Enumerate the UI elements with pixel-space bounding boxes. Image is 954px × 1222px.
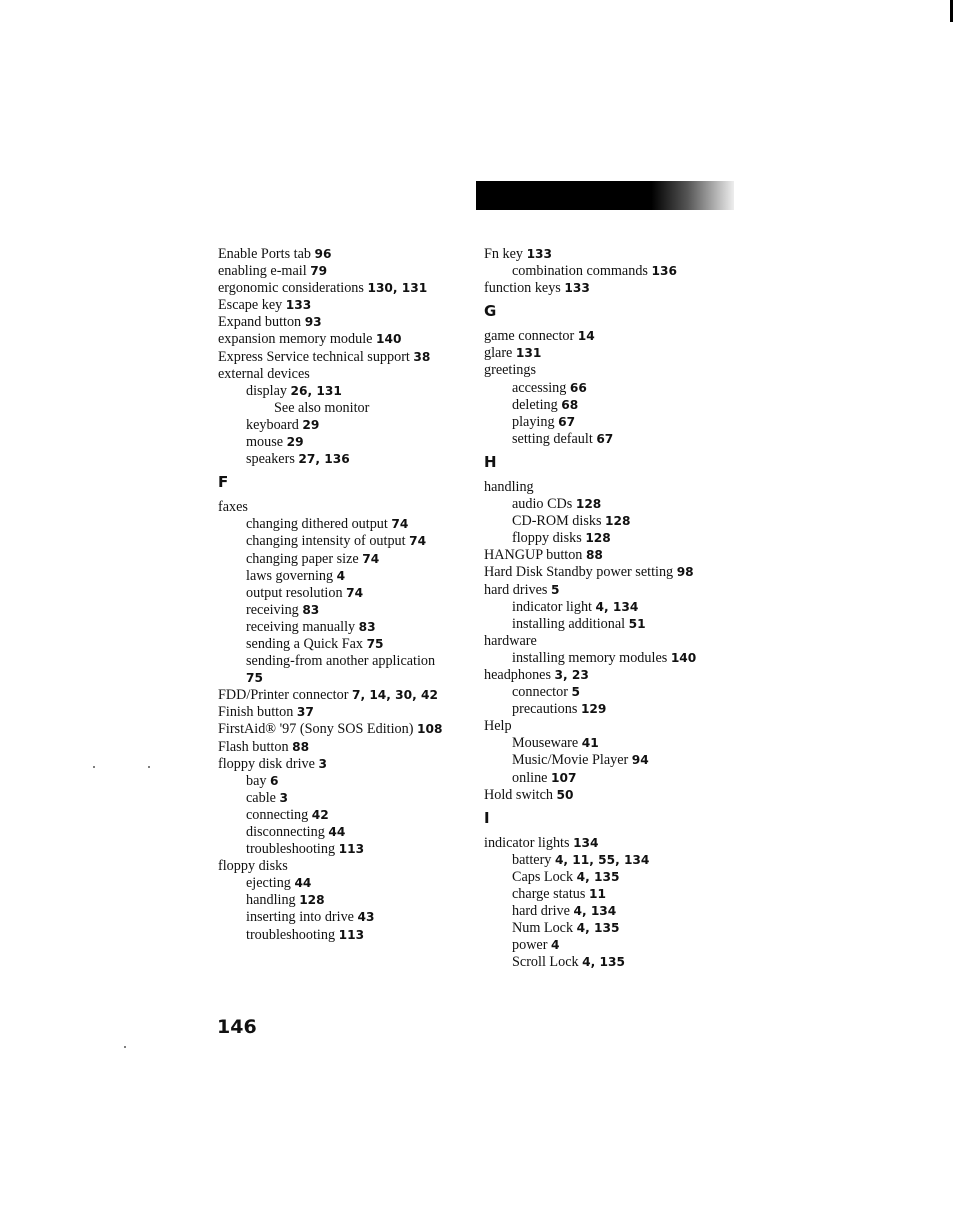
entry-page-refs: 74 — [346, 585, 364, 600]
entry-term: Scroll Lock — [512, 954, 579, 971]
entry-page-refs: 83 — [302, 602, 320, 617]
index-entry — [484, 345, 734, 362]
entry-page-refs: 7, 14, 30, 42 — [351, 688, 438, 703]
index-entry — [484, 547, 734, 564]
entry-term: Expand button — [218, 314, 302, 331]
entry-page-refs: 4 — [551, 938, 560, 953]
index-entry — [484, 886, 734, 903]
entry-page-refs: 88 — [292, 739, 310, 754]
entry-term: FirstAid® '97 (Sony SOS Edition) — [218, 721, 414, 738]
index-entry — [484, 362, 734, 379]
index-entry — [218, 499, 468, 516]
entry-term: indicator light — [512, 598, 592, 615]
index-entry — [484, 263, 734, 280]
section-letter: I — [484, 808, 490, 827]
section-letter: G — [484, 302, 497, 321]
entry-term: troubleshooting — [246, 841, 336, 858]
index-entry — [218, 331, 468, 348]
index-entry — [484, 701, 734, 718]
entry-page-refs: 4, 135 — [582, 955, 625, 970]
entry-page-refs: 42 — [311, 807, 329, 822]
entry-term: Hold switch — [484, 786, 553, 803]
index-entry — [218, 417, 468, 434]
entry-term: faxes — [218, 499, 248, 516]
entry-term: See also monitor — [274, 399, 370, 416]
entry-term: Fn key — [484, 246, 524, 262]
entry-page-refs: 93 — [304, 315, 322, 330]
scan-speck — [148, 766, 150, 768]
index-entry — [218, 892, 468, 909]
entry-page-refs: 29 — [286, 435, 304, 450]
entry-page-refs: 75 — [366, 636, 384, 651]
entry-term: glare — [484, 345, 513, 362]
entry-term: floppy disks — [218, 858, 288, 875]
entry-term: receiving — [246, 601, 299, 618]
entry-page-refs: 5 — [571, 685, 580, 700]
index-entry — [218, 400, 468, 417]
entry-page-refs: 136 — [651, 264, 677, 279]
index-entry — [484, 280, 734, 297]
entry-page-refs: 26, 131 — [290, 383, 342, 398]
index-entry — [484, 496, 734, 513]
entry-term: hard drive — [512, 903, 570, 920]
entry-page-refs: 107 — [551, 770, 577, 785]
entry-page-refs: 4, 134 — [573, 904, 617, 919]
entry-term: Help — [484, 718, 512, 735]
entry-page-refs: 50 — [556, 787, 574, 802]
entry-page-refs: 43 — [357, 910, 375, 925]
entry-term: keyboard — [246, 416, 299, 433]
index-entry — [484, 903, 734, 920]
entry-term: sending-from another application — [246, 653, 436, 670]
entry-term: bay — [246, 772, 267, 789]
entry-page-refs: 4 — [336, 568, 346, 583]
entry-term: audio CDs — [512, 496, 573, 513]
section-letter: H — [484, 452, 497, 471]
entry-term: receiving manually — [246, 618, 356, 635]
index-entry — [218, 568, 468, 585]
entry-term: combination commands — [512, 263, 648, 280]
index-entry — [218, 636, 468, 653]
index-entry — [484, 616, 734, 633]
entry-term: power — [512, 937, 548, 954]
index-entry — [218, 653, 468, 670]
entry-term: hardware — [484, 632, 537, 649]
entry-page-refs: 67 — [558, 414, 576, 429]
index-entry — [484, 954, 734, 971]
entry-page-refs: 14 — [577, 329, 595, 344]
index-entry — [218, 434, 468, 451]
index-entry — [484, 397, 734, 414]
entry-term: laws governing — [246, 567, 334, 584]
entry-page-refs: 44 — [328, 825, 346, 839]
entry-term: mouse — [246, 434, 284, 451]
entry-page-refs: 130, 131 — [367, 281, 428, 296]
index-entry — [484, 530, 734, 547]
entry-page-refs: 140 — [376, 332, 402, 347]
entry-term: changing paper size — [246, 550, 359, 567]
entry-page-refs: 88 — [585, 548, 603, 563]
entry-term: charge status — [512, 886, 586, 902]
entry-term: FDD/Printer connector — [218, 687, 349, 704]
index-column-left — [218, 246, 468, 944]
entry-page-refs: 128 — [585, 531, 611, 546]
entry-page-refs: 113 — [338, 842, 365, 857]
entry-page-refs: 5 — [550, 582, 560, 597]
index-entry — [218, 841, 468, 858]
entry-term: changing intensity of output — [246, 533, 406, 550]
entry-page-refs: 133 — [526, 247, 553, 261]
index-entry — [218, 909, 468, 926]
index-entry — [218, 451, 468, 468]
index-entry — [218, 773, 468, 790]
entry-page-refs: 140 — [670, 650, 697, 665]
index-entry — [218, 756, 468, 773]
index-entry — [484, 684, 734, 701]
entry-term: disconnecting — [246, 824, 325, 840]
page-edge-mark — [950, 0, 953, 22]
entry-page-refs: 129 — [580, 702, 607, 717]
entry-term: precautions — [512, 701, 578, 718]
entry-term: Escape key — [218, 297, 283, 314]
index-entry — [484, 328, 734, 345]
index-entry — [218, 858, 468, 875]
index-entry — [218, 349, 468, 366]
entry-term: game connector — [484, 328, 575, 345]
entry-page-refs: 94 — [631, 753, 649, 768]
index-entry — [484, 770, 734, 787]
entry-page-refs: 79 — [310, 264, 328, 279]
entry-term: expansion memory module — [218, 331, 373, 348]
entry-page-refs: 4, 135 — [576, 869, 620, 884]
index-entry — [218, 824, 468, 841]
index-entry — [218, 263, 468, 280]
entry-term: floppy disk drive — [218, 755, 315, 772]
index-entry — [484, 920, 734, 937]
entry-page-refs: 38 — [413, 349, 431, 364]
entry-page-refs: 134 — [573, 835, 599, 850]
entry-page-refs: 75 — [246, 671, 263, 686]
entry-term: Caps Lock — [512, 868, 574, 885]
scan-speck — [124, 1046, 126, 1048]
index-entry — [218, 297, 468, 314]
entry-term: battery — [512, 851, 552, 868]
entry-page-refs: 4, 134 — [595, 599, 639, 614]
index-entry — [484, 718, 734, 735]
index-entry — [484, 852, 734, 869]
index-entry — [484, 414, 734, 431]
index-entry — [484, 246, 734, 263]
entry-term: Mouseware — [512, 735, 579, 752]
entry-term: ergonomic considerations — [218, 280, 364, 297]
index-entry — [218, 704, 468, 721]
index-entry — [484, 735, 734, 752]
entry-page-refs: 27, 136 — [298, 452, 350, 467]
entry-term: deleting — [512, 396, 558, 413]
entry-term: changing dithered output — [246, 516, 388, 533]
entry-term: function keys — [484, 280, 561, 297]
index-entry — [218, 533, 468, 550]
entry-page-refs: 133 — [564, 281, 590, 296]
index-entry — [218, 875, 468, 892]
entry-page-refs: 3, 23 — [554, 667, 589, 682]
entry-page-refs: 98 — [676, 565, 694, 580]
index-entry — [218, 246, 468, 263]
index-entry — [218, 602, 468, 619]
index-entry — [218, 314, 468, 331]
entry-term: Finish button — [218, 704, 294, 721]
entry-term: troubleshooting — [246, 926, 336, 943]
entry-page-refs: 51 — [628, 616, 646, 631]
entry-term: Hard Disk Standby power setting — [484, 564, 674, 581]
entry-term: installing additional — [512, 615, 626, 632]
entry-term: Enable Ports tab — [218, 246, 311, 262]
entry-term: connector — [512, 684, 568, 701]
entry-page-refs: 96 — [314, 247, 332, 261]
index-entry — [218, 790, 468, 807]
entry-term: floppy disks — [512, 530, 582, 547]
entry-term: accessing — [512, 379, 567, 396]
entry-term: indicator lights — [484, 834, 570, 851]
entry-term: Num Lock — [512, 920, 574, 937]
entry-term: CD-ROM disks — [512, 513, 602, 530]
entry-page-refs: 108 — [416, 722, 443, 737]
scan-speck — [93, 766, 95, 768]
index-entry — [484, 650, 734, 667]
entry-page-refs: 128 — [575, 497, 602, 512]
entry-term: enabling e-mail — [218, 263, 307, 280]
entry-term: hard drives — [484, 581, 548, 598]
entry-page-refs: 41 — [581, 736, 599, 751]
index-entry — [484, 431, 734, 448]
entry-term: HANGUP button — [484, 547, 583, 564]
entry-term: connecting — [246, 806, 309, 823]
entry-page-refs: 3 — [318, 756, 327, 771]
index-entry — [218, 551, 468, 568]
entry-term: external devices — [218, 365, 310, 382]
index-entry — [484, 869, 734, 886]
section-letter: F — [218, 473, 229, 492]
index-entry — [218, 739, 468, 756]
entry-term: display — [246, 382, 287, 399]
entry-term: playing — [512, 413, 555, 430]
entry-term: headphones — [484, 666, 551, 683]
entry-term: handling — [484, 478, 534, 495]
entry-term: Flash button — [218, 738, 289, 755]
entry-page-refs: 74 — [391, 517, 409, 532]
entry-page-refs: 11 — [588, 887, 606, 901]
entry-term: Express Service technical support — [218, 348, 410, 365]
index-entry — [484, 582, 734, 599]
index-entry — [218, 670, 468, 687]
entry-page-refs: 128 — [605, 514, 631, 529]
index-entry — [218, 280, 468, 297]
entry-page-refs: 83 — [358, 619, 376, 634]
index-entry — [218, 927, 468, 944]
entry-term: installing memory modules — [512, 649, 668, 666]
page-number: 146 — [217, 1016, 257, 1038]
index-entry — [484, 633, 734, 650]
entry-page-refs: 133 — [285, 298, 312, 313]
entry-term: setting default — [512, 430, 593, 447]
index-entry — [484, 835, 734, 852]
entry-term: cable — [246, 789, 276, 806]
entry-term: speakers — [246, 451, 295, 468]
index-entry — [484, 937, 734, 954]
entry-page-refs: 6 — [270, 773, 279, 788]
index-entry — [484, 380, 734, 397]
entry-page-refs: 44 — [294, 876, 312, 891]
entry-term: Music/Movie Player — [512, 752, 629, 769]
entry-page-refs: 131 — [515, 346, 542, 361]
entry-page-refs: 4, 11, 55, 134 — [554, 852, 650, 867]
index-entry — [218, 721, 468, 738]
entry-term: inserting into drive — [246, 909, 354, 926]
index-entry — [484, 752, 734, 769]
entry-page-refs: 3 — [279, 790, 288, 805]
entry-page-refs: 29 — [302, 417, 320, 432]
entry-page-refs: 74 — [409, 534, 427, 549]
entry-term: sending a Quick Fax — [246, 635, 364, 652]
index-entry — [218, 366, 468, 383]
index-column-right — [484, 246, 734, 971]
entry-term: greetings — [484, 362, 537, 379]
index-entry — [218, 619, 468, 636]
entry-page-refs: 66 — [569, 380, 587, 395]
header-bar — [476, 181, 734, 210]
entry-page-refs: 113 — [338, 927, 365, 942]
index-entry — [484, 479, 734, 496]
entry-page-refs: 37 — [296, 705, 314, 720]
index-entry — [218, 585, 468, 602]
index-entry — [218, 807, 468, 824]
index-entry — [484, 564, 734, 581]
index-entry — [218, 687, 468, 704]
entry-page-refs: 4, 135 — [576, 921, 620, 936]
entry-page-refs: 128 — [299, 893, 325, 908]
index-entry — [218, 383, 468, 400]
index-entry — [484, 667, 734, 684]
entry-term: ejecting — [246, 875, 291, 892]
entry-term: handling — [246, 892, 296, 909]
entry-page-refs: 67 — [596, 431, 614, 446]
entry-page-refs: 68 — [561, 397, 579, 412]
entry-page-refs: 74 — [362, 551, 380, 566]
index-entry — [484, 787, 734, 804]
index-entry — [484, 513, 734, 530]
index-entry — [218, 516, 468, 533]
index-entry — [484, 599, 734, 616]
entry-term: output resolution — [246, 584, 343, 601]
entry-term: online — [512, 769, 548, 786]
